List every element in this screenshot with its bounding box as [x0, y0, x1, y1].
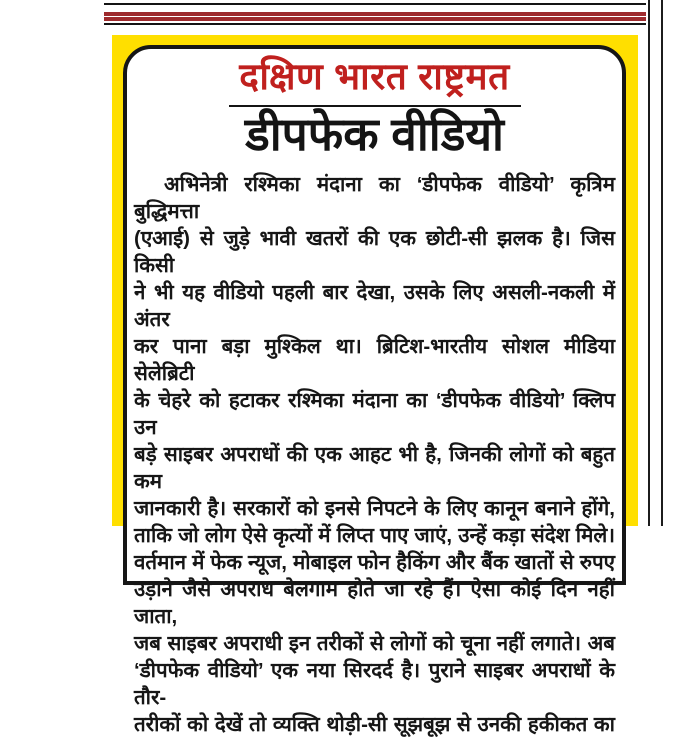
article-headline: डीपफेक वीडियो: [245, 108, 504, 161]
body-line: जानकारी है। सरकारों को इनसे निपटने के लिए कानून बनाने होंगे,: [134, 496, 615, 520]
body-line: वर्तमान में फेक न्यूज, मोबाइल फोन हैकिंग और बैंक खातों से रुपए: [134, 550, 615, 574]
article-body: [134, 171, 615, 738]
bottom-rule-black: [104, 23, 646, 25]
body-line: ताकि जो लोग ऐसे कृत्यों में लिप्त पाए जाएं, उन्हें कड़ा संदेश मिले।: [134, 523, 615, 547]
body-line: बड़े साइबर अपराधों की एक आहट भी है, जिनकी लोगों को बहुत कम: [134, 442, 615, 493]
body-line: अभिनेत्री रश्मिका मंदाना का ‘डीपफेक वीडियो’ कृत्रिम बुद्धिमत्ता: [134, 172, 615, 223]
body-line: ‘डीपफेक वीडियो’ एक नया सिरदर्द है। पुराने साइबर अपराधों के तौर-: [134, 658, 615, 709]
column-edge-line-1: [648, 0, 650, 526]
body-line: कर पाना बड़ा मुश्किल था। ब्रिटिश-भारतीय सोशल मीडिया सेलेब्रिटी: [134, 334, 615, 385]
body-line: (एआई) से जुड़े भावी खतरों की एक छोटी-सी झलक है। जिस किसी: [134, 226, 615, 277]
title-divider: [229, 105, 521, 107]
body-line: के चेहरे को हटाकर रश्मिका मंदाना का ‘डीपफेक वीडियो’ क्लिप उन: [134, 388, 615, 439]
body-line: ने भी यह वीडियो पहली बार देखा, उसके लिए असली-नकली में अंतर: [134, 280, 615, 331]
masthead-title: दक्षिण भारत राष्ट्रमत: [239, 56, 510, 97]
column-edge-line-2: [661, 0, 663, 526]
body-line: तरीकों को देखें तो व्यक्ति थोड़ी-सी सूझबूझ से उनकी हकीकत का: [134, 712, 615, 736]
article-panel: [123, 45, 626, 736]
body-line: जब साइबर अपराधी इन तरीकों से लोगों को चूना नहीं लगाते। अब: [134, 631, 615, 655]
article-card: [112, 35, 638, 736]
masthead-rules: [104, 3, 646, 25]
body-line: उड़ाने जैसे अपराध बेलगाम होते जा रहे हैं। ऐसा कोई दिन नहीं जाता,: [134, 577, 615, 628]
